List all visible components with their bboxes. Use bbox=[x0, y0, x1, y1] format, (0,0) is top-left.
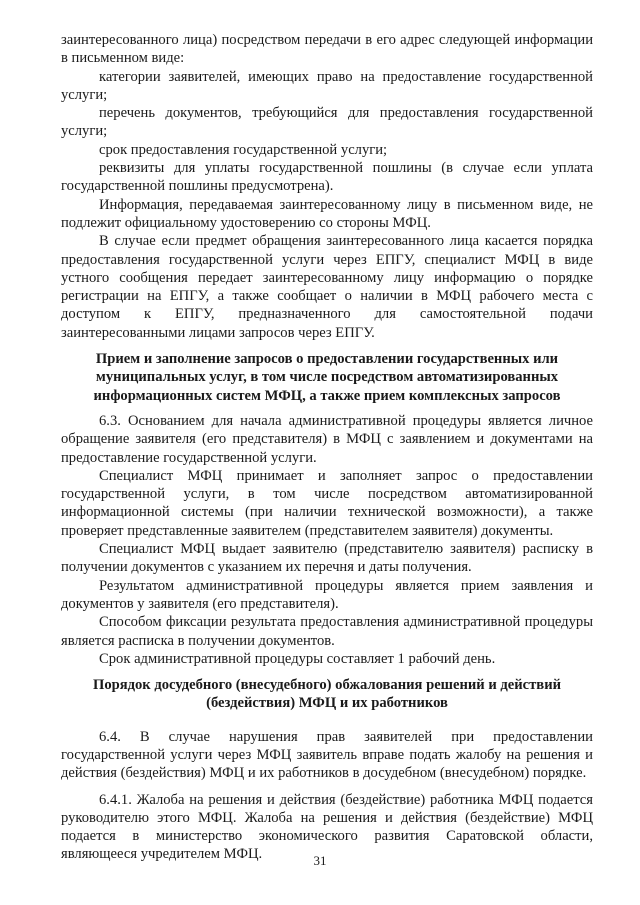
list-item-requisites: реквизиты для уплаты государственной пошлины (в случае если уплата государственной пошлины предусмотрена). bbox=[61, 160, 593, 195]
list-item-documents: перечень документов, требующийся для предоставления государственной услуги; bbox=[61, 105, 593, 140]
paragraph: 6.3. Основанием для начала административной процедуры является личное обращение заявителя (его представителя) в МФЦ с заявлением и документами на предоставление государственной услуги. bbox=[61, 412, 593, 466]
list-item-term: срок предоставления государственной услуги; bbox=[99, 141, 388, 158]
section-heading: Прием и заполнение запросов о предоставлении государственных или муниципальных услуг, в том числе посредством автоматизированных информационных систем МФЦ, а также прием комплексных запросов bbox=[93, 351, 561, 404]
paragraph: Результатом административной процедуры является прием заявления и документов у заявителя (его представителя). bbox=[61, 577, 593, 612]
paragraph: 6.4. В случае нарушения прав заявителей при предоставлении государственной услуги через МФЦ заявитель вправе подать жалобу на решения и действия (бездействия) МФЦ и их работников в досудебном (внесудебном) порядке. bbox=[61, 728, 593, 782]
paragraph: Срок административной процедуры составляет 1 рабочий день. bbox=[99, 650, 496, 667]
page-number: 31 bbox=[313, 853, 327, 868]
paragraph: Информация, передаваемая заинтересованному лицу в письменном виде, не подлежит официальному удостоверению со стороны МФЦ. bbox=[61, 196, 593, 231]
section-heading: Порядок досудебного (внесудебного) обжалования решений и действий (бездействия) МФЦ и их работников bbox=[92, 677, 562, 712]
paragraph: 6.4.1. Жалоба на решения и действия (бездействие) работника МФЦ подается руководителю этого МФЦ. Жалоба на решения и действия (бездействие) МФЦ подается в министерство экономического развития Саратовской области, являющееся учредителем МФЦ. bbox=[61, 791, 593, 863]
spacer bbox=[61, 783, 593, 791]
paragraph: заинтересованного лица) посредством передачи в его адрес следующей информации в письменном виде: bbox=[61, 32, 593, 67]
spacer bbox=[61, 720, 593, 728]
paragraph: Специалист МФЦ принимает и заполняет запрос о предоставлении государственной услуги, в том числе посредством автоматизированной информационной системы (при наличии технической возможности), а также проверяет представленные заявителем (представителем заявителя) документы. bbox=[61, 467, 593, 539]
paragraph: Способом фиксации результата предоставления административной процедуры является расписка в получении документов. bbox=[61, 614, 593, 649]
list-item-categories: категории заявителей, имеющих право на предоставление государственной услуги; bbox=[61, 68, 593, 103]
paragraph: В случае если предмет обращения заинтересованного лица касается порядка предоставления государственной услуги через ЕПГУ, специалист МФЦ в виде устного сообщения передает заинтересованному лицу информацию о порядке регистрации на ЕПГУ, а также сообщает о наличии в МФЦ рабочего места с доступом к ЕПГУ, предназначенного для самостоятельной подачи заинтересованными лицами запросов через ЕПГУ. bbox=[61, 233, 593, 341]
paragraph: Специалист МФЦ выдает заявителю (представителю заявителя) расписку в получении документов с указанием их перечня и даты получения. bbox=[61, 541, 593, 576]
